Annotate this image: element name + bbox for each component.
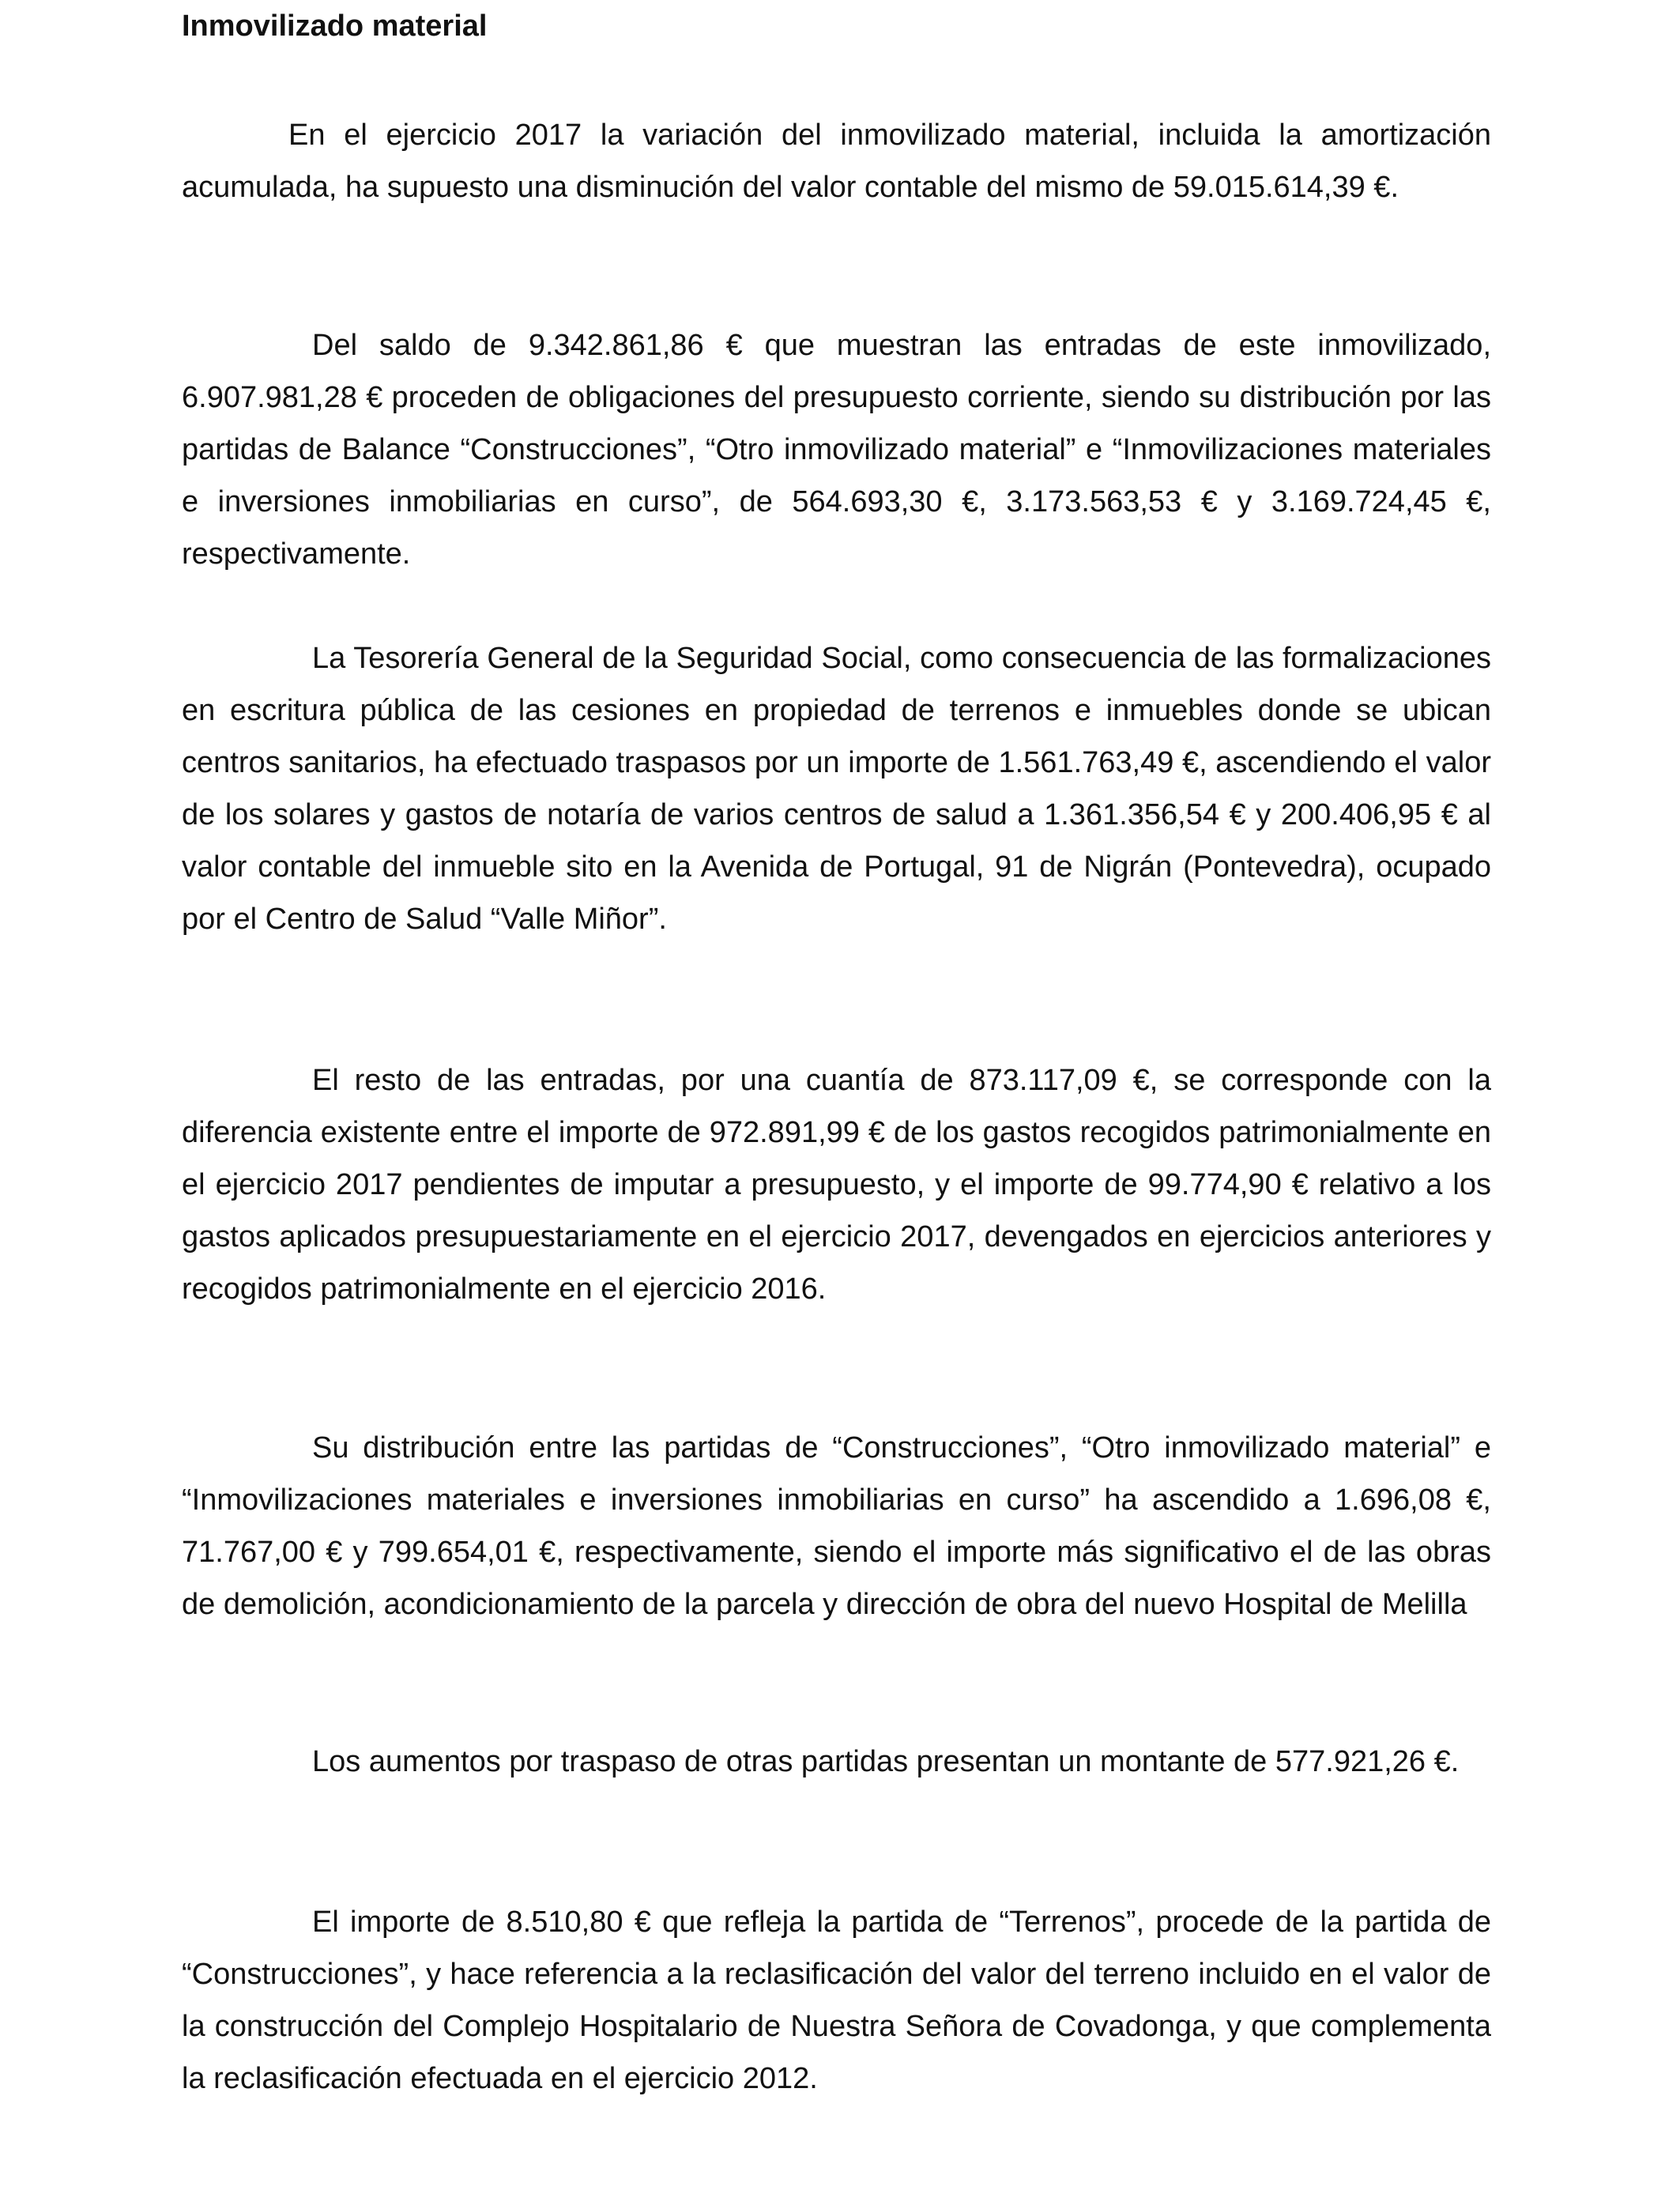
paragraph-7: El importe de 8.510,80 € que refleja la partida de “Terrenos”, procede de la partida de “Construcciones”, y hace referencia a la reclasificación del valor del terreno incluido en el valor de la construcción del Complejo Hospitalario de Nuestra Señora de Covadonga, y que complementa la reclasificación efectuada en el ejercicio 2012. (182, 1906, 1491, 2095)
paragraph-5: Su distribución entre las partidas de “Construcciones”, “Otro inmovilizado material” e “Inmovilizaciones materiales e inversiones inmobiliarias en curso” ha ascendido a 1.696,08 €, 71.767,00 € y 799.654,01 €, respectivamente, siendo el importe más significativo el de las obras de demolición, acondicionamiento de la parcela y dirección de obra del nuevo Hospital de Melilla (182, 1431, 1491, 1621)
section-heading: Inmovilizado material (182, 9, 488, 43)
paragraph-4: El resto de las entradas, por una cuantía de 873.117,09 €, se corresponde con la diferencia existente entre el importe de 972.891,99 € de los gastos recogidos patrimonialmente en el ejercicio 2017 pendientes de imputar a presupuesto, y el importe de 99.774,90 € relativo a los gastos aplicados presupuestariamente en el ejercicio 2017, devengados en ejercicios anteriores y recogidos patrimonialmente en el ejercicio 2016. (182, 1064, 1491, 1306)
paragraph-6: Los aumentos por traspaso de otras partidas presentan un montante de 577.921,26 €. (312, 1745, 1460, 1778)
paragraph-2: Del saldo de 9.342.861,86 € que muestran las entradas de este inmovilizado, 6.907.981,28 € proceden de obligaciones del presupuesto corriente, siendo su distribución por las partidas de Balance “Construcciones”, “Otro inmovilizado material” e “Inmovilizaciones materiales e inversiones inmobiliarias en curso”, de 564.693,30 €, 3.173.563,53 € y 3.169.724,45 €, respectivamente. (182, 329, 1491, 571)
paragraph-3: La Tesorería General de la Seguridad Social, como consecuencia de las formalizaciones en escritura pública de las cesiones en propiedad de terrenos e inmuebles donde se ubican centros sanitarios, ha efectuado traspasos por un importe de 1.561.763,49 €, ascendiendo el valor de los solares y gastos de notaría de varios centros de salud a 1.361.356,54 € y 200.406,95 € al valor contable del inmueble sito en la Avenida de Portugal, 91 de Nigrán (Pontevedra), ocupado por el Centro de Salud “Valle Miñor”. (182, 642, 1491, 936)
paragraph-1: En el ejercicio 2017 la variación del inmovilizado material, incluida la amortización acumulada, ha supuesto una disminución del valor contable del mismo de 59.015.614,39 €. (182, 119, 1491, 204)
